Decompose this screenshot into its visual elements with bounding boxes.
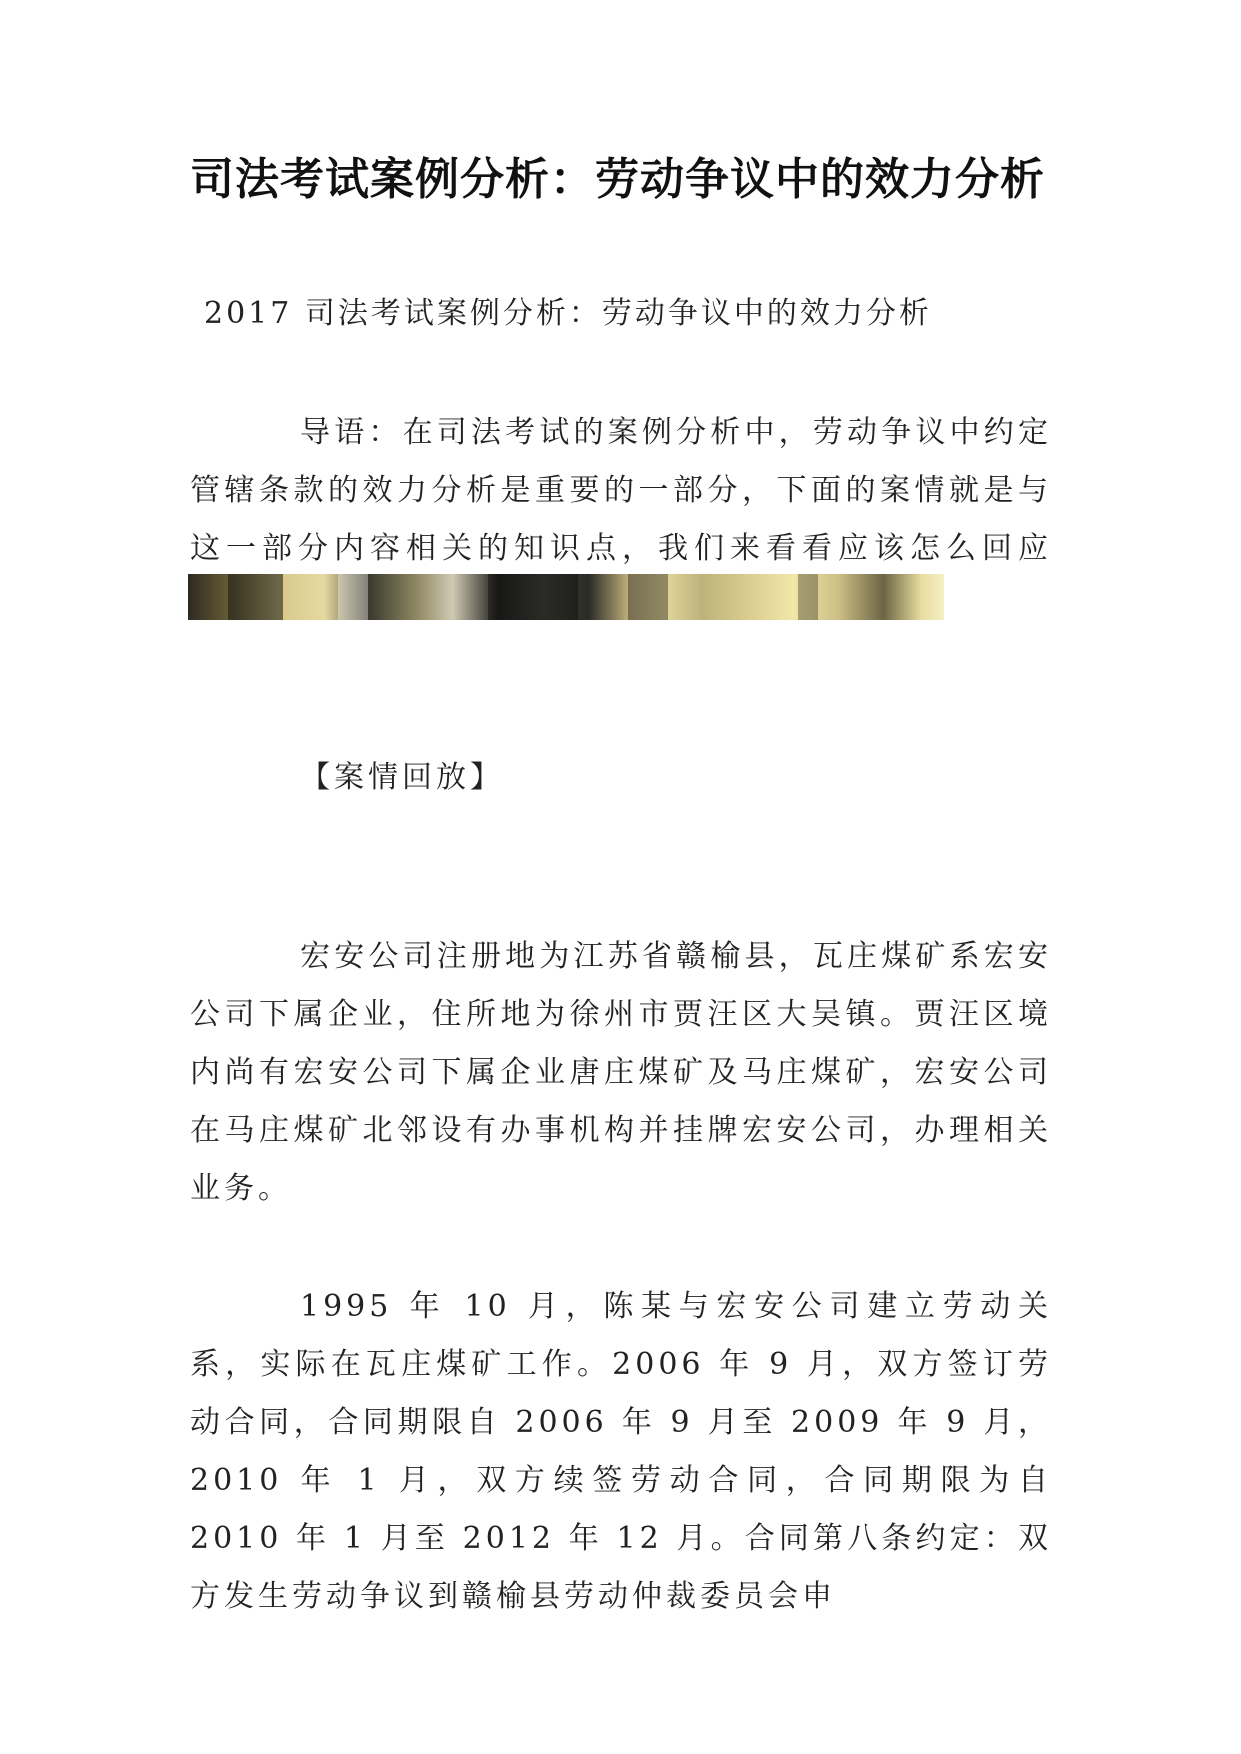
intro-paragraph: 导语：在司法考试的案例分析中，劳动争议中约定管辖条款的效力分析是重要的一部分，下面的案情就是与这一部分内容相关的知识点，我们来看看应该怎么回应 [190, 415, 1052, 566]
case-paragraph-1: 宏安公司注册地为江苏省赣榆县，瓦庄煤矿系宏安公司下属企业，住所地为徐州市贾汪区大吴镇。贾汪区境内尚有宏安公司下属企业唐庄煤矿及马庄煤矿，宏安公司在马庄煤矿北邻设有办事机构并挂牌宏安公司，办理相关业务。 [190, 939, 1052, 1206]
document-title: 司法考试案例分析：劳动争议中的效力分析 [190, 154, 1045, 205]
photo-image [188, 574, 944, 620]
case-paragraph-2: 1995 年 10 月，陈某与宏安公司建立劳动关系，实际在瓦庄煤矿工作。2006 年 9 月，双方签订劳动合同，合同期限自 2006 年 9 月至 2009 年 9 月，2010 年 1 月，双方续签劳动合同，合同期限为自 2010 年 1 月至 2012 年 12 月。合同第八条约定：双方发生劳动争议到赣榆县劳动仲裁委员会申 [190, 1289, 1052, 1614]
document-subtitle: 2017 司法考试案例分析：劳动争议中的效力分析 [204, 296, 932, 331]
section-heading: 【案情回放】 [300, 760, 504, 795]
